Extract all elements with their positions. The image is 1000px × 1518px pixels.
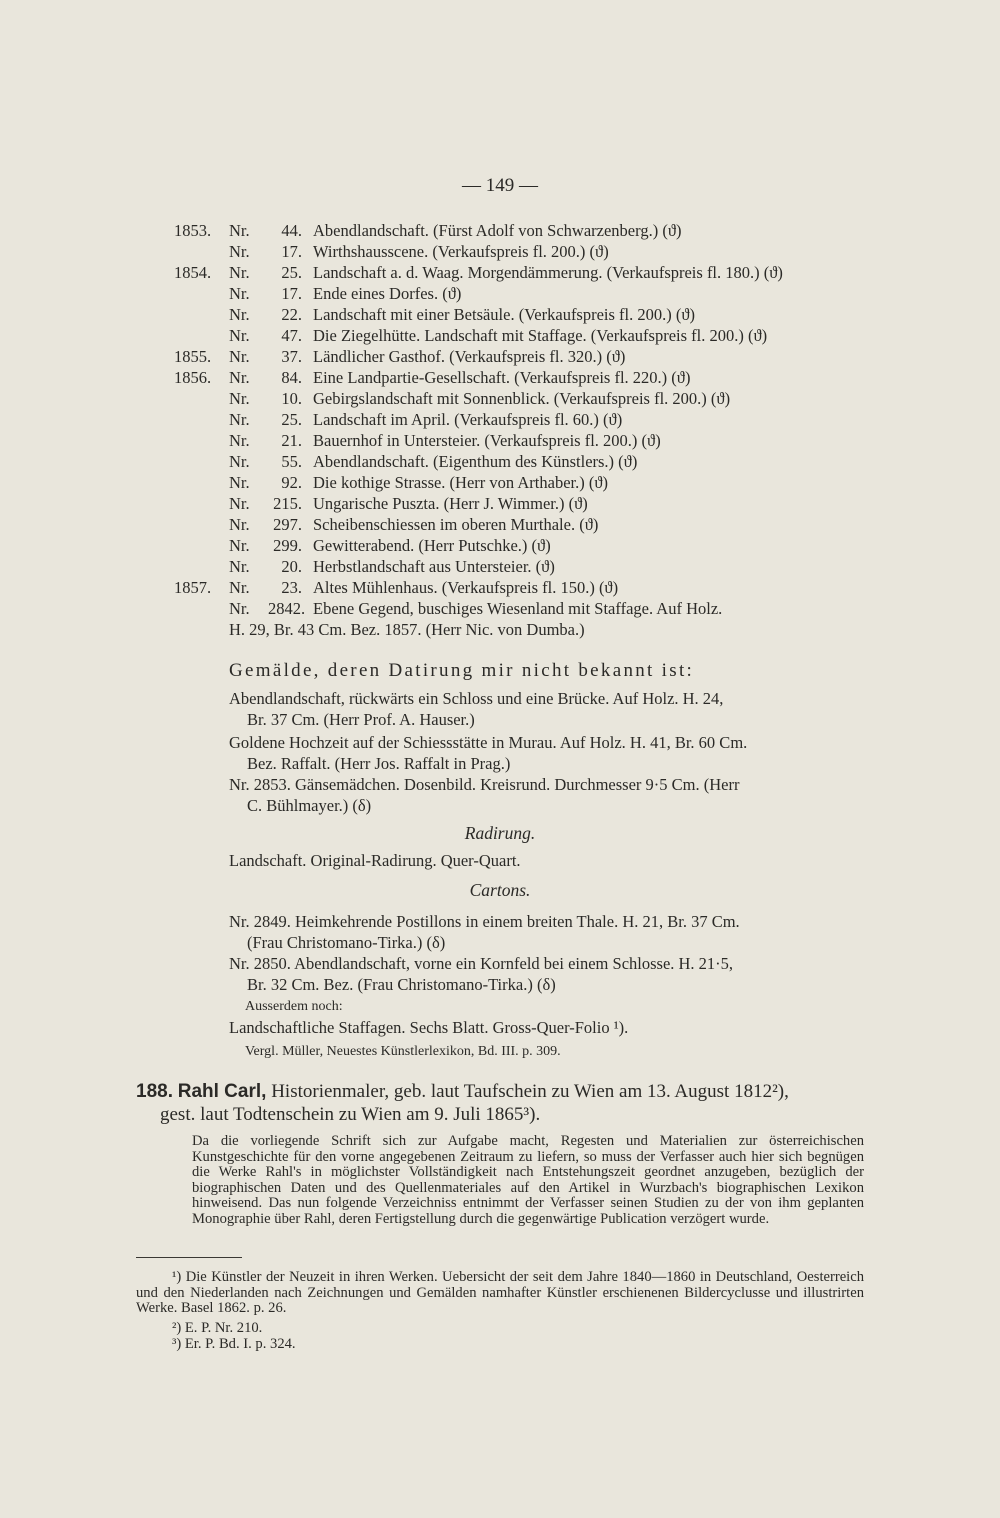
undated-line: Goldene Hochzeit auf der Schiessstätte in Murau. Auf Holz. H. 41, Br. 60 Cm.: [229, 733, 748, 752]
entry-number: 92.: [281, 473, 302, 492]
entry-number: 25.: [281, 263, 302, 282]
carton-line: (Frau Christomano-Tirka.) (δ): [247, 933, 446, 952]
footnote: ¹) Die Künstler der Neuzeit in ihren Werken. Uebersicht der seit dem Jahre 1840—1860 in Deutschland, Oesterreich und den Niederlanden nach Zeichnungen und Gemälden namhafter Künstler erschienenen Bildercyclusse und illustrirten Werke. Basel 1862. p. 26.: [136, 1269, 864, 1316]
entry-number: 20.: [281, 557, 302, 576]
list-item: [0, 556, 1000, 577]
reference-line: Vergl. Müller, Neuestes Künstlerlexikon, Bd. III. p. 309.: [245, 1044, 561, 1059]
list-item: [0, 472, 1000, 493]
entry-nr-label: Nr.: [229, 452, 250, 471]
entry-nr-label: Nr.: [229, 326, 250, 345]
entry-number: 25.: [281, 410, 302, 429]
entry-nr-label: Nr.: [229, 242, 250, 261]
entry-text: Ländlicher Gasthof. (Verkaufspreis fl. 320.) (ϑ): [313, 347, 626, 366]
entry-text: Landschaft im April. (Verkaufspreis fl. 60.) (ϑ): [313, 410, 623, 429]
entry-year: 1856.: [174, 368, 212, 387]
list-item: [0, 409, 1000, 430]
entry-number: 299.: [273, 536, 302, 555]
entry-nr-label: Nr.: [229, 305, 250, 324]
list-item: [0, 367, 1000, 388]
entry-nr-label: Nr.: [229, 431, 250, 450]
entry-nr-label: Nr.: [229, 410, 250, 429]
article-number: 188.: [136, 1081, 173, 1102]
carton-line: Br. 32 Cm. Bez. (Frau Christomano-Tirka.) (δ): [247, 975, 556, 994]
radirung-line: Landschaft. Original-Radirung. Quer-Quart.: [229, 851, 521, 870]
entry-number: 22.: [281, 305, 302, 324]
radirung-heading: Radirung.: [464, 823, 536, 843]
entry-number: 37.: [281, 347, 302, 366]
list-item: [0, 535, 1000, 556]
list-item: [0, 514, 1000, 535]
artist-description: Historienmaler, geb. laut Taufschein zu Wien am 13. August 1812²),: [271, 1081, 789, 1102]
entry-number: 44.: [281, 221, 302, 240]
entry-nr-label: Nr.: [229, 347, 250, 366]
article-intro: Da die vorliegende Schrift sich zur Aufgabe macht, Regesten und Materialien zur österreichischen Kunstgeschichte für den vorne angegebenen Zeitraum zu liefern, so muss der Verfasser auch hier sich begnügen die Werke Rahl's in möglichster Vollständigkeit nach Entstehungszeit geordnet anzugeben, bezüglich der biographischen Daten und des Quellenmateriales auf den Artikel in Wurzbach's biographischen Lexikon hinweisend. Das nun folgende Verzeichniss entnimmt der Verfasser seinen Studien zu der von ihm geplanten Monographie über Rahl, deren Fertigstellung durch die gegenwärtige Publication verzögert wurde.: [192, 1133, 864, 1227]
list-item: [0, 451, 1000, 472]
entry-text: Abendlandschaft. (Fürst Adolf von Schwarzenberg.) (ϑ): [313, 221, 682, 240]
list-item: [0, 220, 1000, 241]
entry-nr-label: Nr.: [229, 494, 250, 513]
list-item: [0, 388, 1000, 409]
entry-nr-label: Nr.: [229, 473, 250, 492]
entry-number: 55.: [281, 452, 302, 471]
entry-text: Wirthshausscene. (Verkaufspreis fl. 200.) (ϑ): [313, 242, 609, 261]
entry-nr-label: Nr.: [229, 578, 250, 597]
list-item: [0, 493, 1000, 514]
entry-text: Bauernhof in Untersteier. (Verkaufspreis fl. 200.) (ϑ): [313, 431, 661, 450]
list-item: [0, 325, 1000, 346]
entry-text: Die Ziegelhütte. Landschaft mit Staffage. (Verkaufspreis fl. 200.) (ϑ): [313, 326, 768, 345]
entry-text: Landschaft mit einer Betsäule. (Verkaufspreis fl. 200.) (ϑ): [313, 305, 696, 324]
entry-number: 47.: [281, 326, 302, 345]
entry-text: Gebirgslandschaft mit Sonnenblick. (Verkaufspreis fl. 200.) (ϑ): [313, 389, 731, 408]
entry-text: Die kothige Strasse. (Herr von Arthaber.) (ϑ): [313, 473, 609, 492]
list-item: [0, 577, 1000, 598]
entry-nr-label: Nr.: [229, 263, 250, 282]
entry-text: Altes Mühlenhaus. (Verkaufspreis fl. 150.) (ϑ): [313, 578, 619, 597]
entry-text: Eine Landpartie-Gesellschaft. (Verkaufspreis fl. 220.) (ϑ): [313, 368, 691, 387]
list-item: [0, 283, 1000, 304]
artist-name: Rahl Carl,: [177, 1081, 267, 1102]
entry-nr-label: Nr.: [229, 515, 250, 534]
footnote-divider: [136, 1257, 242, 1258]
undated-line: C. Bühlmayer.) (δ): [247, 796, 372, 815]
ausserdem-line: Ausserdem noch:: [245, 999, 343, 1014]
entry-number: 297.: [273, 515, 302, 534]
entry-text: Ebene Gegend, buschiges Wiesenland mit Staffage. Auf Holz.: [313, 599, 723, 618]
undated-section-heading: Gemälde, deren Datirung mir nicht bekannt ist:: [229, 660, 695, 681]
carton-line: Nr. 2850. Abendlandschaft, vorne ein Kornfeld bei einem Schlosse. H. 21·5,: [229, 954, 734, 973]
entry-nr-label: Nr.: [229, 536, 250, 555]
entry-text: Herbstlandschaft aus Untersteier. (ϑ): [313, 557, 555, 576]
footnote: ³) Er. P. Bd. I. p. 324.: [172, 1336, 296, 1352]
entry-number: 23.: [281, 578, 302, 597]
entry-number: 2842.: [268, 599, 306, 618]
list-item: [0, 262, 1000, 283]
entry-nr-label: Nr.: [229, 221, 250, 240]
list-item: [0, 430, 1000, 451]
entry-number: 84.: [281, 368, 302, 387]
entry-number: 17.: [281, 242, 302, 261]
list-item: [0, 241, 1000, 262]
artist-death-line: gest. laut Todtenschein zu Wien am 9. Juli 1865³).: [160, 1104, 541, 1125]
carton-line: Nr. 2849. Heimkehrende Postillons in einem breiten Thale. H. 21, Br. 37 Cm.: [229, 912, 740, 931]
dated-works-list: [0, 220, 1000, 640]
entry-nr-label: Nr.: [229, 368, 250, 387]
entry-number: 21.: [281, 431, 302, 450]
article-heading: [136, 1080, 789, 1104]
entry-continuation: H. 29, Br. 43 Cm. Bez. 1857. (Herr Nic. von Dumba.): [229, 620, 585, 639]
cartons-heading: Cartons.: [469, 880, 531, 900]
entry-text: Scheibenschiessen im oberen Murthale. (ϑ): [313, 515, 599, 534]
entry-number: 10.: [281, 389, 302, 408]
entry-year: 1854.: [174, 263, 212, 282]
undated-line: Nr. 2853. Gänsemädchen. Dosenbild. Kreisrund. Durchmesser 9·5 Cm. (Herr: [229, 775, 740, 794]
entry-nr-label: Nr.: [229, 284, 250, 303]
entry-nr-label: Nr.: [229, 557, 250, 576]
entry-year: 1857.: [174, 578, 212, 597]
entry-nr-label: Nr.: [229, 389, 250, 408]
entry-number: 17.: [281, 284, 302, 303]
footnote: ²) E. P. Nr. 210.: [172, 1320, 263, 1336]
entry-text: Ende eines Dorfes. (ϑ): [313, 284, 462, 303]
list-item: [0, 304, 1000, 325]
entry-text: Landschaft a. d. Waag. Morgendämmerung. (Verkaufspreis fl. 180.) (ϑ): [313, 263, 783, 282]
entry-year: 1855.: [174, 347, 212, 366]
undated-line: Bez. Raffalt. (Herr Jos. Raffalt in Prag.): [247, 754, 511, 773]
entry-nr-label: Nr.: [229, 599, 250, 618]
list-item: [0, 598, 1000, 619]
page-number: — 149 —: [462, 175, 538, 196]
entry-text: Gewitterabend. (Herr Putschke.) (ϑ): [313, 536, 551, 555]
staffagen-line: Landschaftliche Staffagen. Sechs Blatt. Gross-Quer-Folio ¹).: [229, 1018, 629, 1037]
list-item: [0, 346, 1000, 367]
undated-line: Br. 37 Cm. (Herr Prof. A. Hauser.): [247, 710, 475, 729]
undated-line: Abendlandschaft, rückwärts ein Schloss und eine Brücke. Auf Holz. H. 24,: [229, 689, 724, 708]
entry-text: Ungarische Puszta. (Herr J. Wimmer.) (ϑ): [313, 494, 588, 513]
entry-text: Abendlandschaft. (Eigenthum des Künstlers.) (ϑ): [313, 452, 638, 471]
entry-year: 1853.: [174, 221, 212, 240]
entry-number: 215.: [273, 494, 302, 513]
